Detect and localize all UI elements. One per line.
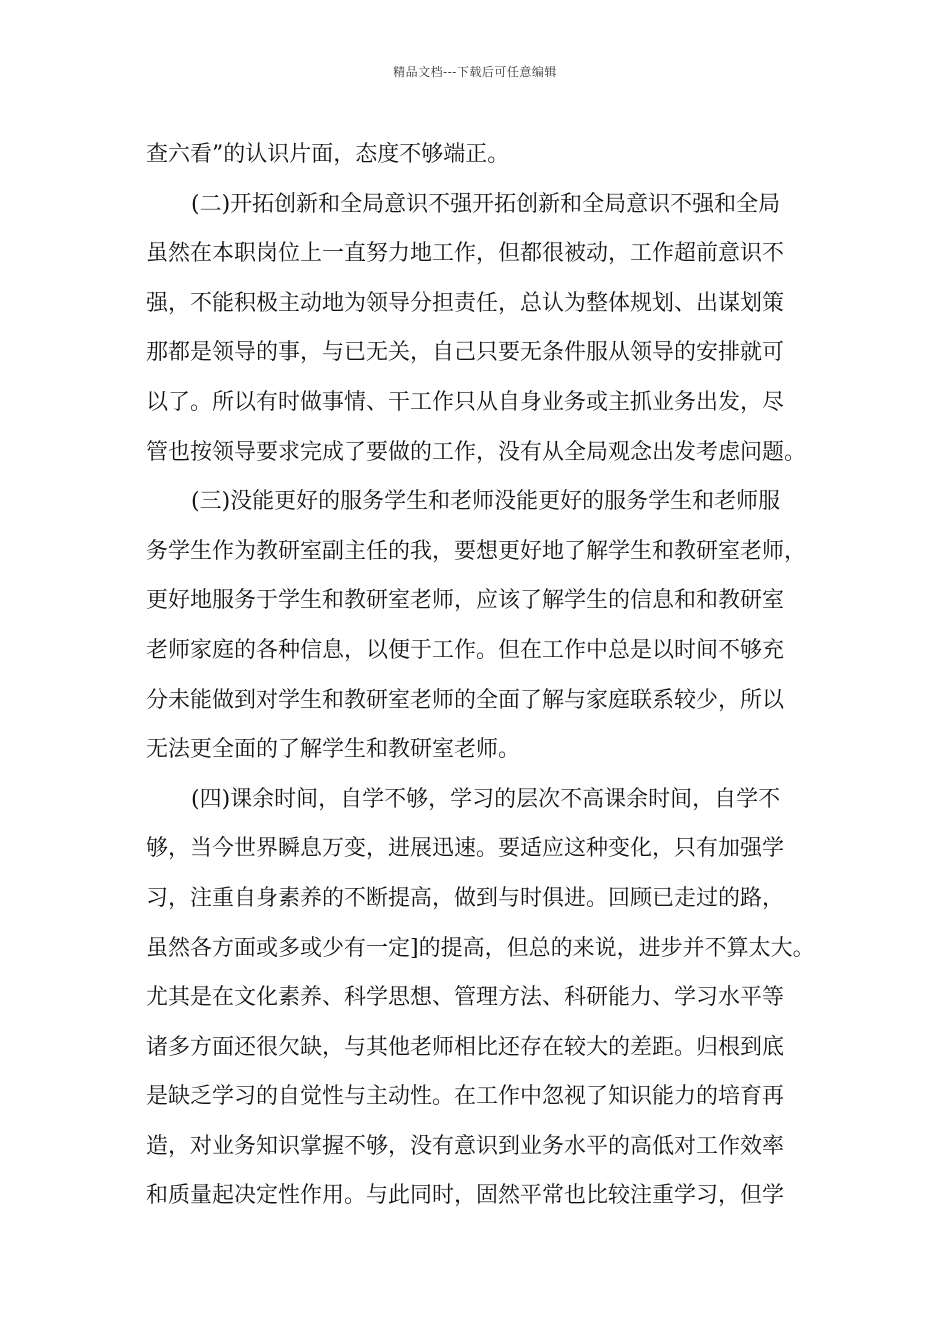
text-line: (二)开拓创新和全局意识不强开拓创新和全局意识不强和全局 xyxy=(191,191,781,217)
text-line: 更好地服务于学生和教研室老师，应该了解学生的信息和和教研室 xyxy=(146,588,785,614)
text-line: 是缺乏学习的自觉性与主动性。在工作中忽视了知识能力的培育再 xyxy=(146,1084,785,1110)
text-line: (三)没能更好的服务学生和老师没能更好的服务学生和老师服 xyxy=(191,489,781,515)
text-line: 分未能做到对学生和教研室老师的全面了解与家庭联系较少，所以 xyxy=(146,687,785,713)
text-line: 和质量起决定性作用。与此同时，固然平常也比较注重学习，但学 xyxy=(146,1183,785,1209)
document-body xyxy=(146,130,826,1221)
text-line: 习，注重自身素养的不断提高，做到与时俱进。回顾已走过的路， xyxy=(146,885,785,911)
text-line: 虽然在本职岗位上一直努力地工作，但都很被动，工作超前意识不 xyxy=(146,241,785,267)
text-line: 查六看”的认识片面，态度不够端正。 xyxy=(146,142,510,167)
text-line: 诸多方面还很欠缺，与其他老师相比还存在较大的差距。归根到底 xyxy=(146,1034,785,1060)
text-line: 造，对业务知识掌握不够，没有意识到业务水平的高低对工作效率 xyxy=(146,1133,785,1159)
text-line: 尤其是在文化素养、科学思想、管理方法、科研能力、学习水平等 xyxy=(146,985,785,1011)
text-line: 强，不能积极主动地为领导分担责任，总认为整体规划、出谋划策 xyxy=(146,290,785,316)
text-line: 管也按领导要求完成了要做的工作，没有从全局观念出发考虑问题。 xyxy=(146,439,807,465)
text-line: 无法更全面的了解学生和教研室老师。 xyxy=(146,737,521,763)
text-line: 虽然各方面或多或少有一定]的提高，但总的来说，进步并不算太大。 xyxy=(146,935,815,961)
text-line: 够，当今世界瞬息万变，进展迅速。要适应这种变化，只有加强学 xyxy=(146,836,785,862)
text-line: 那都是领导的事，与已无关，自己只要无条件服从领导的安排就可 xyxy=(146,340,785,366)
text-line: 务学生作为教研室副主任的我，要想更好地了解学生和教研室老师， xyxy=(146,538,807,564)
text-line: 老师家庭的各种信息，以便于工作。但在工作中总是以时间不够充 xyxy=(146,637,785,663)
page-header: 精品文档---下载后可任意编辑 xyxy=(393,65,557,79)
text-line: 以了。所以有时做事情、干工作只从自身业务或主抓业务出发，尽 xyxy=(146,389,785,415)
text-line: (四)课余时间，自学不够，学习的层次不高课余时间，自学不 xyxy=(191,786,781,812)
